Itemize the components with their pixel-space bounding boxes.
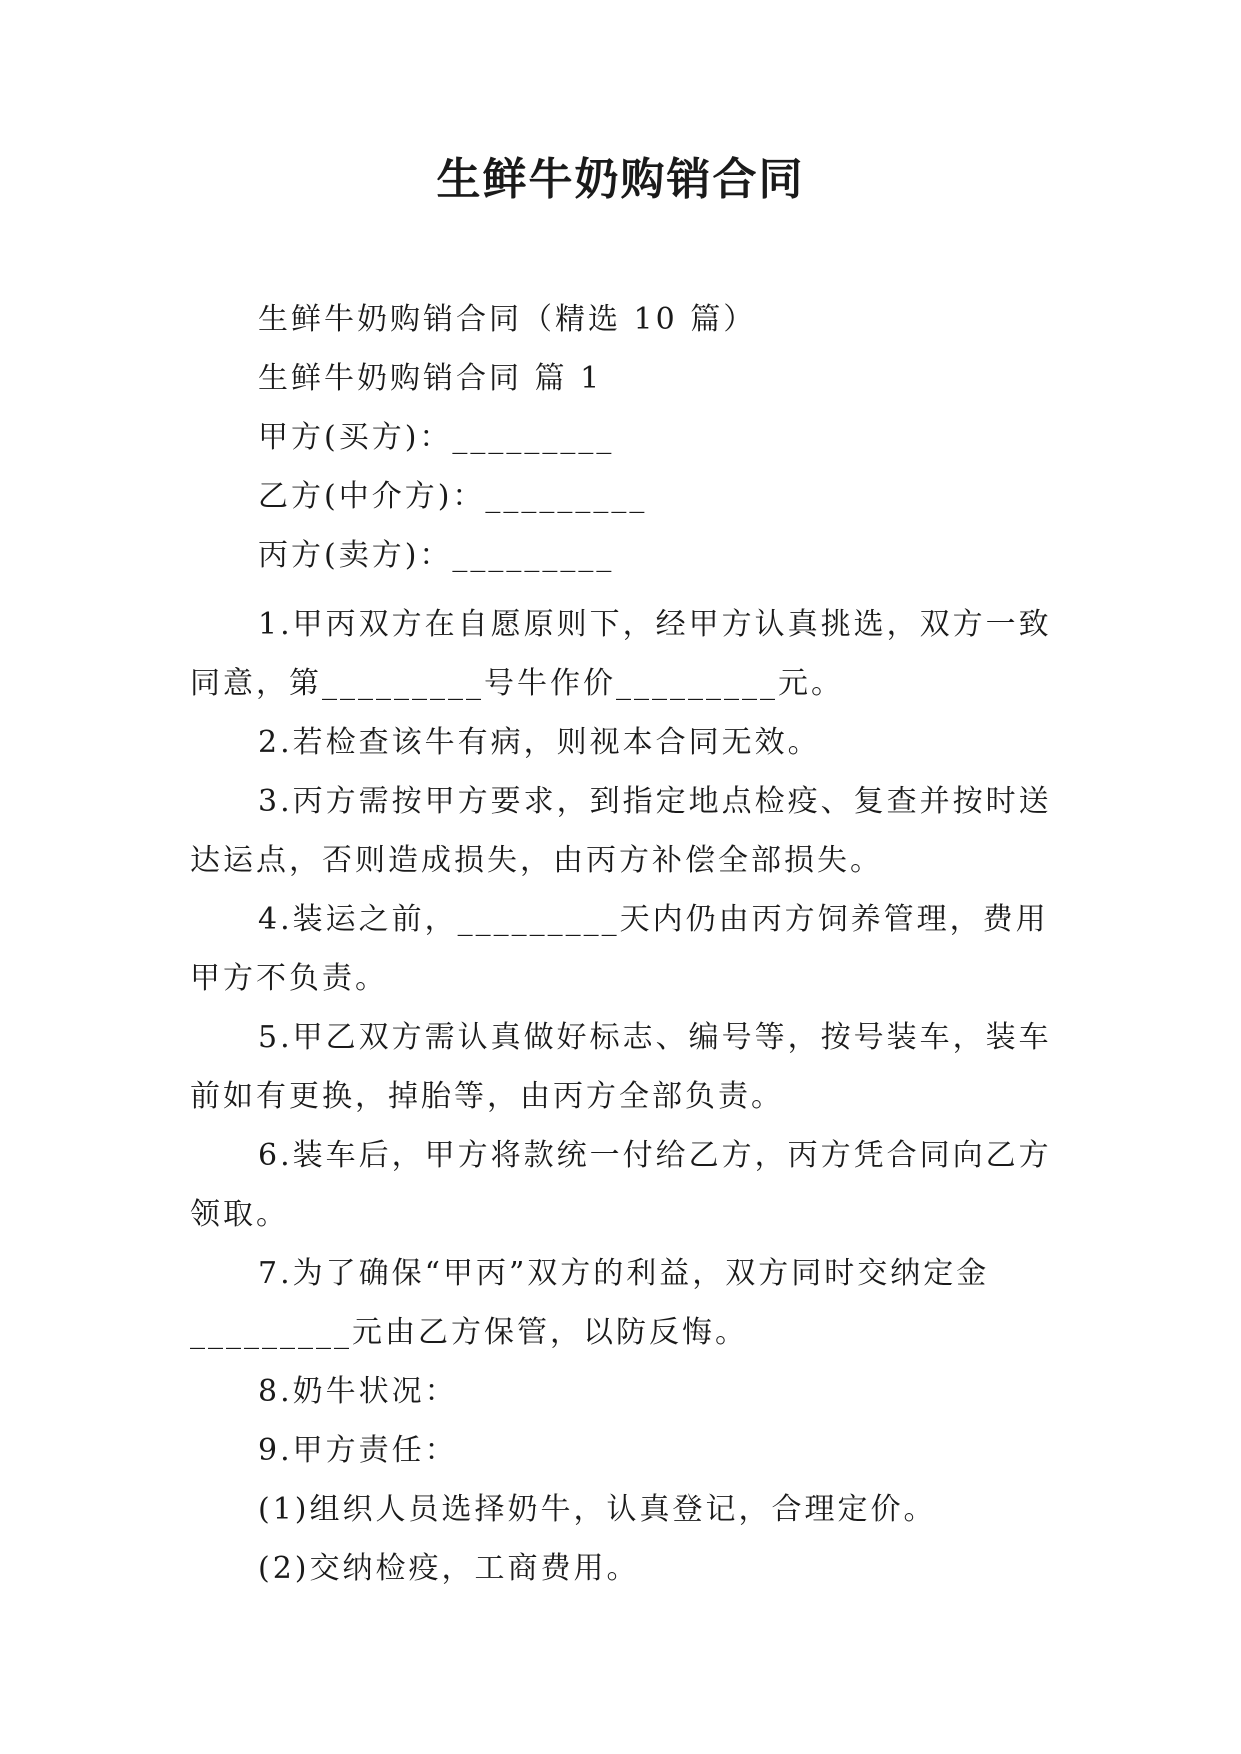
clause-9-item-2: (2)交纳检疫，工商费用。 — [258, 1551, 640, 1586]
clause-9-line: 9.甲方责任： — [258, 1433, 458, 1468]
party-a-line: 甲方(买方)：_________ — [258, 420, 615, 455]
party-c-line: 丙方(卖方)：_________ — [258, 538, 615, 573]
clause-2-line: 2.若检查该牛有病，则视本合同无效。 — [258, 725, 821, 760]
clause-7-line-2: _________元由乙方保管，以防反悔。 — [190, 1315, 748, 1350]
clause-4-line-1: 4.装运之前，_________天内仍由丙方饲养管理，费用 — [258, 902, 1049, 937]
section-heading: 生鲜牛奶购销合同 篇 1 — [258, 361, 603, 396]
document-body — [190, 290, 1056, 1598]
clause-5-line-2: 前如有更换，掉胎等，由丙方全部负责。 — [190, 1079, 784, 1114]
party-b-line: 乙方(中介方)：_________ — [258, 479, 648, 514]
clause-4-line-2: 甲方不负责。 — [190, 961, 388, 996]
clause-6-line-2: 领取。 — [190, 1197, 289, 1232]
clause-1-line-1: 1.甲丙双方在自愿原则下，经甲方认真挑选，双方一致 — [258, 607, 1052, 642]
clause-5-line-1: 5.甲乙双方需认真做好标志、编号等，按号装车，装车 — [258, 1020, 1052, 1055]
subtitle-line: 生鲜牛奶购销合同（精选 10 篇） — [258, 302, 757, 337]
clause-6-line-1: 6.装车后，甲方将款统一付给乙方，丙方凭合同向乙方 — [258, 1138, 1052, 1173]
clause-7-line-1: 7.为了确保“甲丙”双方的利益，双方同时交纳定金 — [258, 1256, 990, 1291]
document-title: 生鲜牛奶购销合同 — [436, 154, 805, 205]
clause-3-line-2: 达运点，否则造成损失，由丙方补偿全部损失。 — [190, 843, 883, 878]
clause-9-item-1: (1)组织人员选择奶牛，认真登记，合理定价。 — [258, 1492, 937, 1527]
clause-1-line-2: 同意，第_________号牛作价_________元。 — [190, 666, 844, 701]
clause-3-line-1: 3.丙方需按甲方要求，到指定地点检疫、复查并按时送 — [258, 784, 1052, 819]
clause-8-line: 8.奶牛状况： — [258, 1374, 458, 1409]
